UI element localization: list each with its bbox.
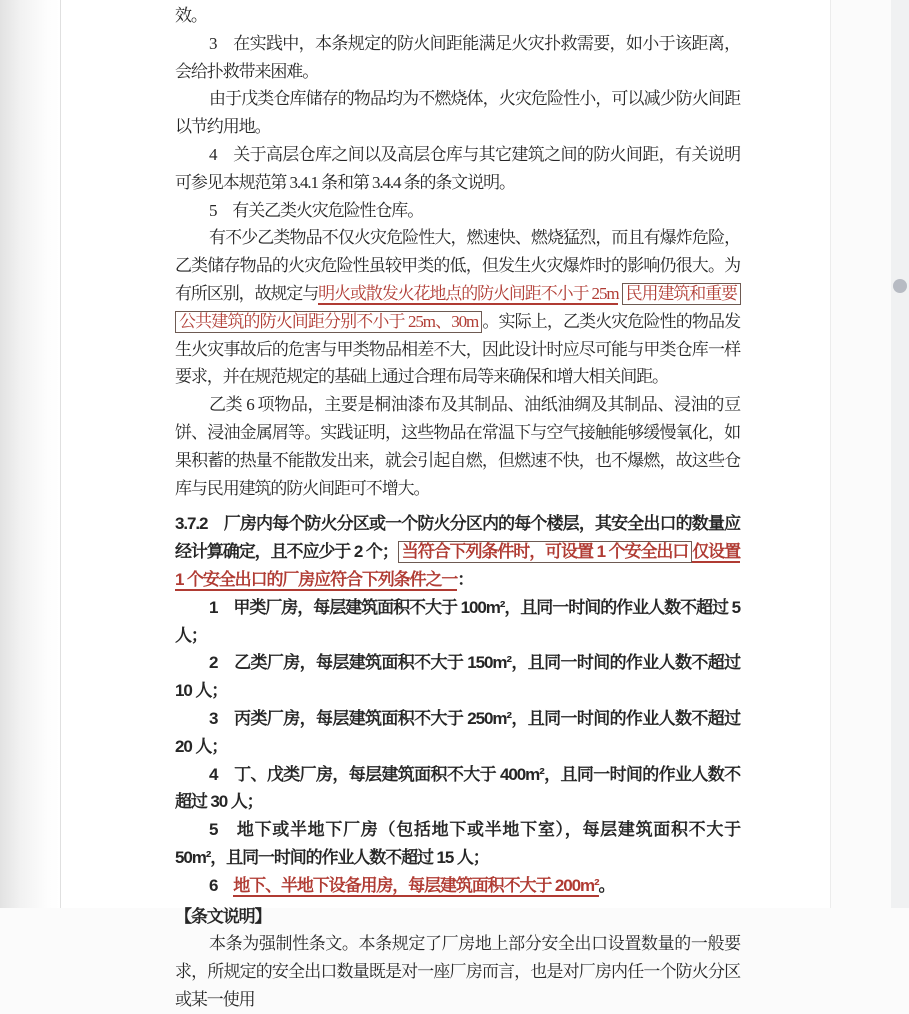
paragraph-yiclass-6-items: 乙类 6 项物品，主要是桐油漆布及其制品、油纸油绸及其制品、浸油的豆饼、浸油金属屑等。实践证明，这些物品在常温下与空气接触能够缓慢氧化，如果积蓄的热量不能散发出来，就会引起自燃，但燃速不快，也不爆燃，故这些仓库与民用建筑的防火间距可不增大。 — [175, 395, 740, 498]
paragraph-wuclass-warehouse: 由于戊类仓库储存的物品均为不燃烧体，火灾危险性小，可以减少防火间距以节约用地。 — [175, 89, 740, 137]
document-page — [61, 0, 831, 1009]
paragraph-yiclass-goods — [175, 224, 740, 391]
explanation-paragraph: 本条为强制性条文。本条规定了厂房地上部分安全出口设置数量的一般要求，所规定的安全出口数量既是对一座厂房而言，也是对厂房内任一个防火分区或某一使用 — [175, 934, 740, 1009]
red-underlined-annotation: 仅设置 1 个安全出口的厂房应符合下列条件之一 — [175, 542, 740, 589]
paragraph-continuation: 效。 — [175, 6, 207, 25]
clause-item-4: 4 丁、戊类厂房，每层建筑面积不大于 400m²，且同一时间的作业人数不超过 30 人； — [175, 764, 740, 812]
text-segment: 。实际上，乙类火灾危险性的物品发生火灾事故后的危害与甲类物品相差不大，因此设计时应尽可能与甲类仓库一样要求，并在规范规定的基础上通过合理布局等来确保和增大相关间距。 — [175, 311, 740, 387]
text-segment: ： — [457, 569, 474, 589]
clause-item-1: 1 甲类厂房，每层建筑面积不大于 100m²，且同一时间的作业人数不超过 5 人； — [175, 597, 740, 645]
paragraph-point-5: 5 有关乙类火灾危险性仓库。 — [209, 200, 424, 220]
scrollbar-track[interactable] — [891, 0, 909, 908]
clause-3-7-2 — [175, 510, 740, 593]
page-left-shadow — [0, 0, 61, 908]
red-underlined-annotation: 明火或散发火花地点的防火间距不小于 25m — [318, 283, 619, 303]
paragraph-point-4: 4 关于高层仓库之间以及高层仓库与其它建筑之间的防火间距，有关说明可参见本规范第 3.4.1 条和第 3.4.4 条的条文说明。 — [175, 144, 740, 192]
explanation-heading: 【条文说明】 — [175, 906, 271, 926]
clause-item-6 — [175, 872, 740, 900]
paragraph-point-3: 3 在实践中，本条规定的防火间距能满足火灾扑救需要，如小于该距离，会给扑救带来困难。 — [175, 33, 740, 81]
scrollbar-thumb[interactable] — [893, 279, 907, 293]
clause-item-5: 5 地下或半地下厂房（包括地下或半地下室），每层建筑面积不大于 50m²，且同一时间的作业人数不超过 15 人； — [175, 820, 740, 867]
clause-item-2: 2 乙类厂房，每层建筑面积不大于 150m²，且同一时间的作业人数不超过 10 人； — [175, 653, 740, 701]
text-segment: 。 — [598, 875, 615, 895]
red-underlined-annotation: 地下、半地下设备用房，每层建筑面积不大于 200m² — [233, 875, 599, 895]
page-content — [175, 2, 740, 1014]
clause-item-3: 3 丙类厂房，每层建筑面积不大于 250m²，且同一时间的作业人数不超过 20 人； — [175, 708, 740, 756]
red-boxed-annotation: 当符合下列条件时，可设置 1 个安全出口 — [398, 541, 693, 563]
red-boxed-annotation: 民用建筑和重要公共建筑的防火间距分别不小于 25m、30m — [175, 283, 741, 333]
item-number: 6 — [209, 875, 234, 895]
text-segment: 有不少乙类物品不仅火灾危险性大，燃速快、燃烧猛烈，而且有爆炸危险，乙类储存物品的火灾危险性虽较甲类的低，但发生火灾爆炸时的影响仍很大。为有所区别，故规定与 — [175, 228, 740, 303]
clause-text: 3.7.2 厂房内每个防火分区或一个防火分区内的每个楼层，其安全出口的数量应经计算确定，且不应少于 2 个； — [175, 514, 740, 562]
